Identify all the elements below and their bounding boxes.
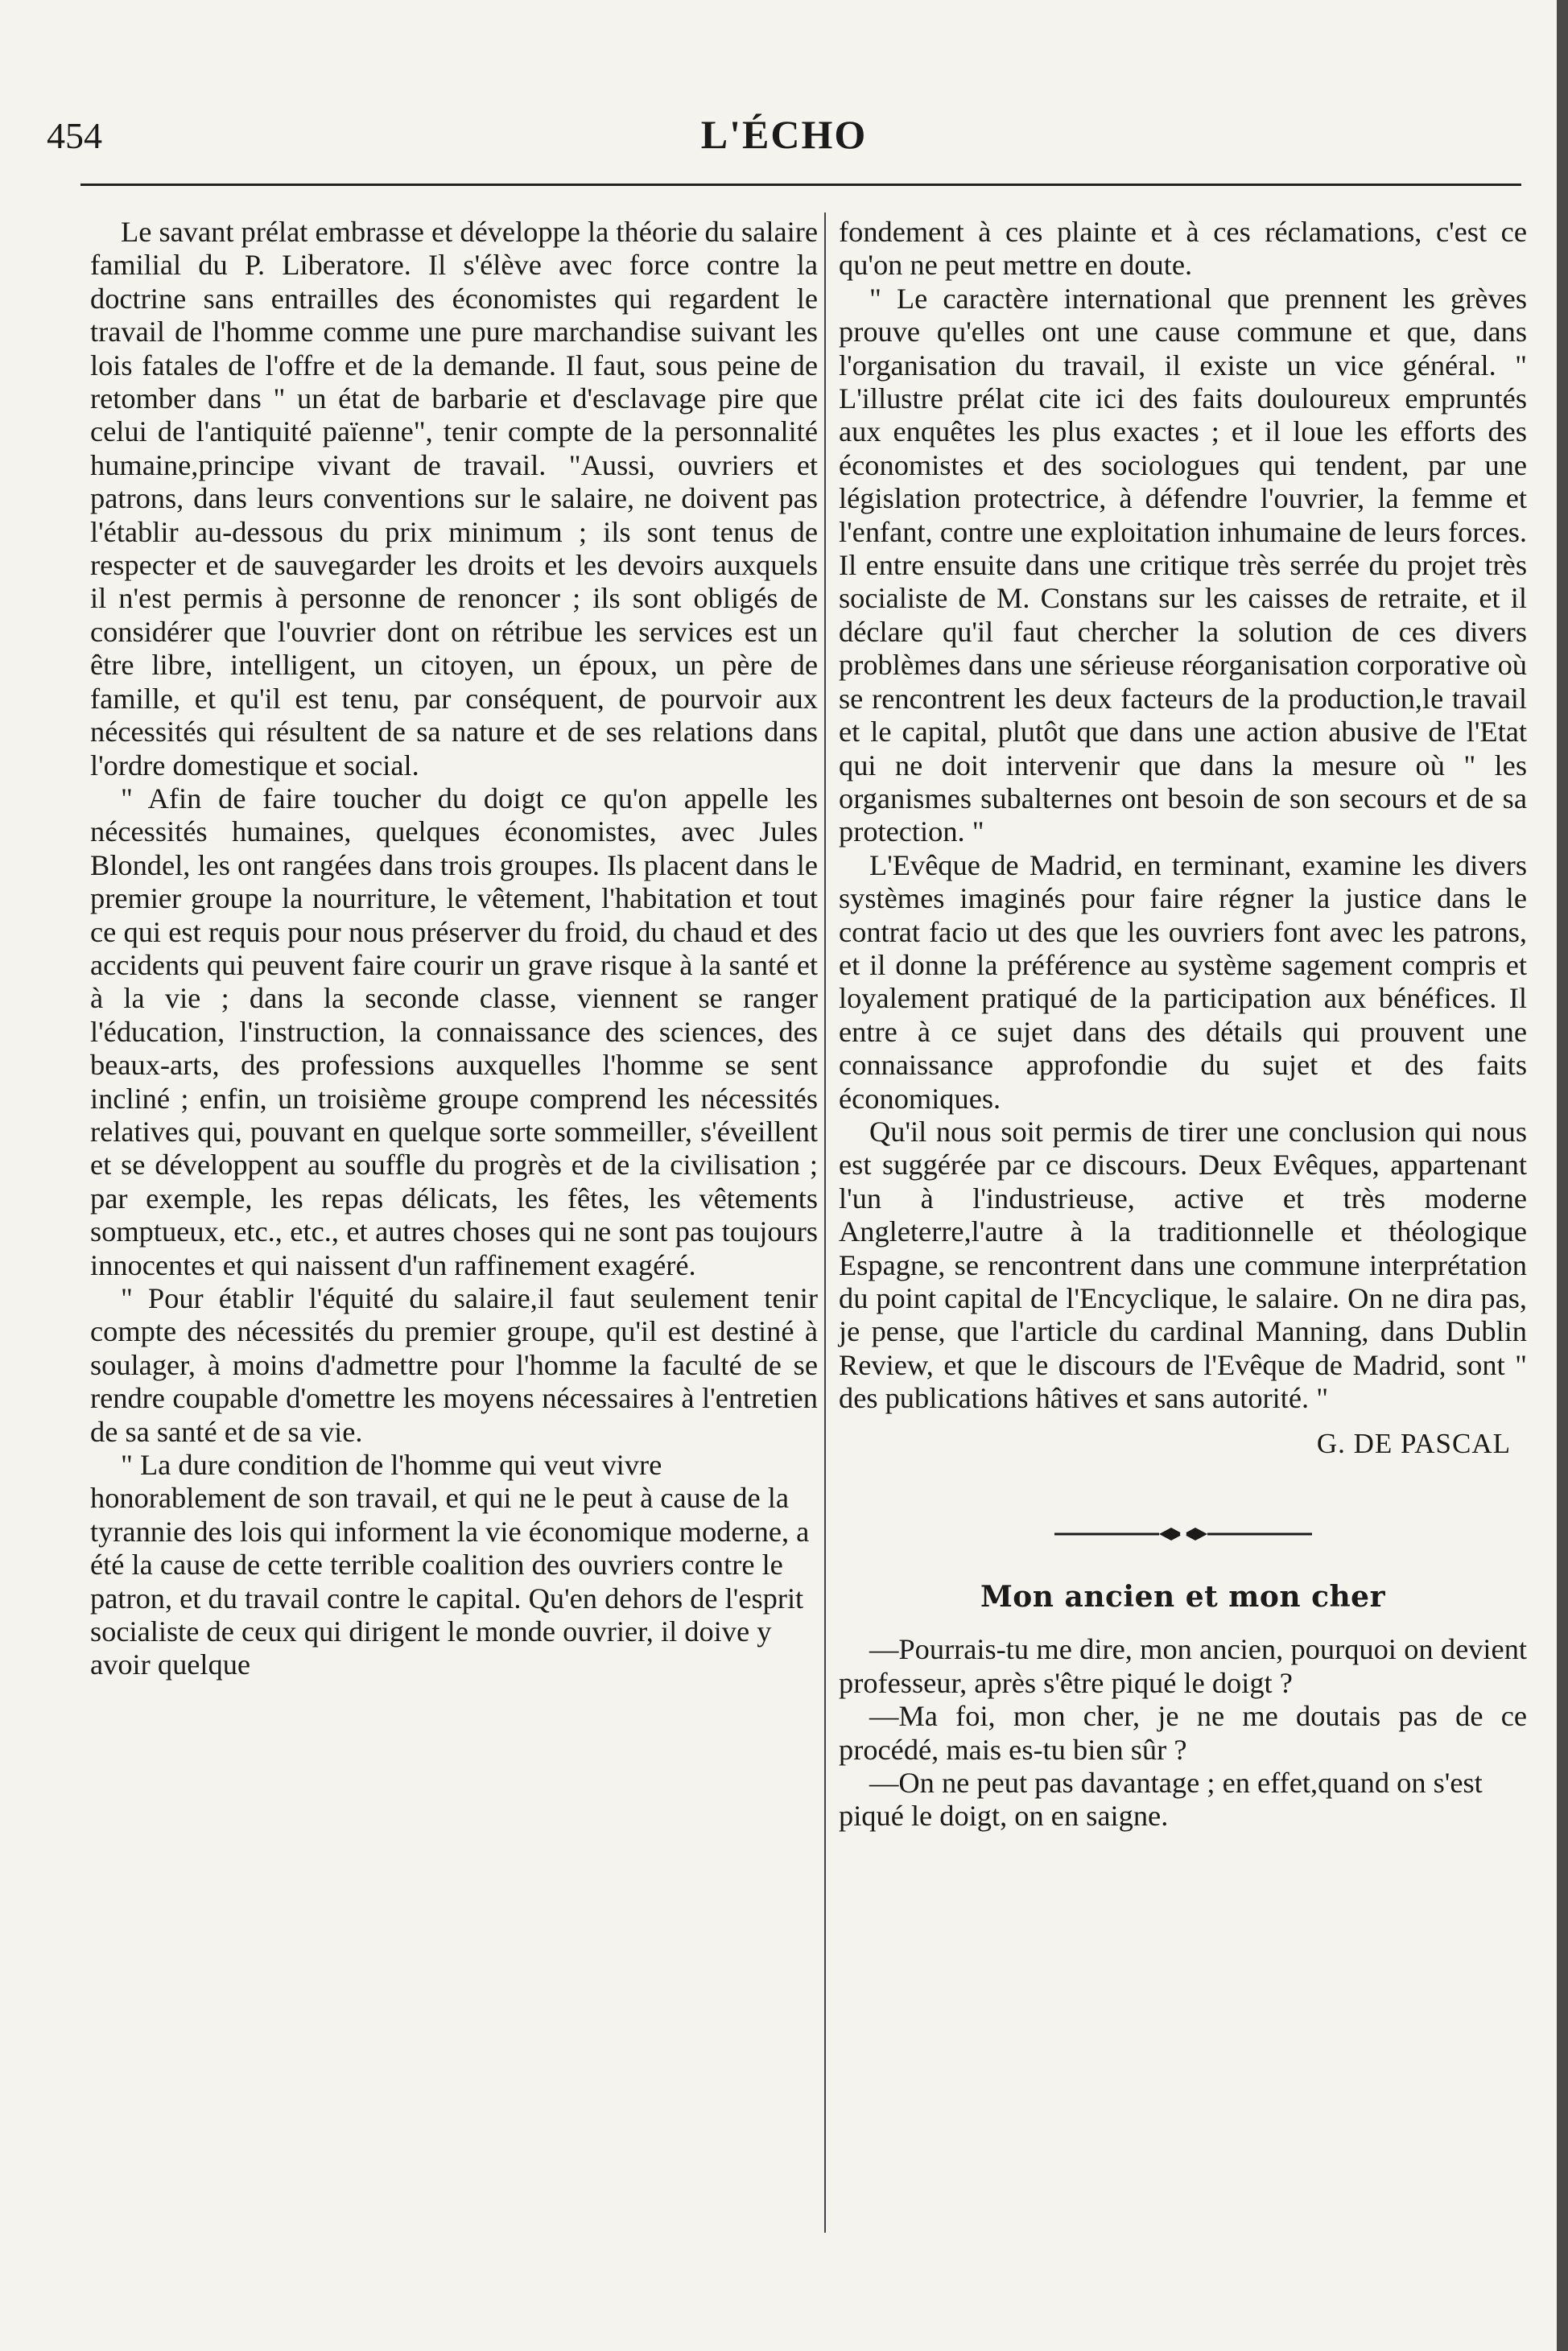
left-paragraph-4: " La dure condition de l'homme qui veut vivre honorablement de son travail, et qui ne le peut à cause de la tyrannie des lois qui informent la vie économique moderne, a été la cause de cette terrible coalition des ouvriers contre le patron, et du travail contre le capital. Qu'en dehors de l'esprit socialiste de ceux qui dirigent le monde ouvrier, il doive y avoir quelque: [90, 1449, 810, 1681]
signature: G. DE PASCAL: [1316, 1427, 1511, 1459]
left-paragraph-2: " Afin de faire toucher du doigt ce qu'on appelle les nécessités humaines, quelques économistes, avec Jules Blondel, les ont rangées dans trois groupes. Ils placent dans le premier groupe la nourriture, le vêtement, l'habitation et tout ce qui est requis pour nous préserver du froid, du chaud et des accidents qui peuvent faire courir un grave risque à la santé et à la vie ; dans la seconde classe, viennent se ranger l'éducation, l'instruction, la connaissance des sciences, des beaux-arts, des professions auxquelles l'homme se sent incliné ; enfin, un troisième groupe comprend les nécessités relatives qui, pouvant en quelque sorte sommeiller, s'éveillent et se développent au souffle du progrès et de la civilisation ; par exemple, les repas délicats, les fêtes, les vêtements somptueux, etc., etc., et autres choses qui ne sont pas toujours innocentes et qui naissent d'un raffinement exagéré.: [90, 782, 818, 1281]
left-paragraph-1: Le savant prélat embrasse et développe la théorie du salaire familial du P. Liberatore. Il s'élève avec force contre la doctrine sans entrailles des économistes qui regardent le travail de l'homme comme une pure marchandise suivant les lois fatales de l'offre et de la demande. Il faut, sous peine de retomber dans " un état de barbarie et d'esclavage pire que celui de l'antiquité païenne", tenir compte de la personnalité humaine,principe vivant de travail. "Aussi, ouvriers et patrons, dans leurs conventions sur le salaire, ne doivent pas l'établir au-dessous du prix minimum ; ils sont tenus de respecter et de sauvegarder les droits et les devoirs auxquels il n'est permis à personne de renoncer ; ils sont obligés de considérer que l'ouvrier dont on rétribue les services est un être libre, intelligent, un citoyen, un époux, un père de famille, et qu'il est tenu, par conséquent, de pourvoir aux nécessités qui résultent de sa nature et de ses relations dans l'ordre domestique et social.: [90, 216, 818, 782]
left-column: [90, 216, 818, 1682]
page-title: L'ÉCHO: [700, 112, 868, 157]
article-heading: Mon ancien et mon cher: [980, 1580, 1386, 1615]
dialogue-line-1: —Pourrais-tu me dire, mon ancien, pourquoi on devient professeur, après s'être piqué le doigt ?: [839, 1633, 1527, 1699]
left-paragraph-3: " Pour établir l'équité du salaire,il faut seulement tenir compte des nécessités du premier groupe, qu'il est destiné à soulager, à moins d'admettre pour l'homme la faculté de se rendre coupable d'omettre les moyens nécessaires à l'entretien de sa santé et de sa vie.: [90, 1282, 818, 1448]
page-number: 454: [47, 115, 102, 156]
right-paragraph-3: L'Evêque de Madrid, en terminant, examine les divers systèmes imaginés pour faire régner la justice dans le contrat facio ut des que les ouvriers font avec les patrons, et il donne la préférence au système sagement compris et loyalement pratiqué de la participation aux bénéfices. Il entre à ce sujet dans des détails qui prouvent une connaissance approfondie du sujet et des faits économiques.: [839, 848, 1527, 1115]
column-divider: [824, 212, 826, 2233]
right-paragraph-2: " Le caractère international que prennent les grèves prouve qu'elles ont une cause commune et que, dans l'organisation du travail, il existe un vice général. " L'illustre prélat cite ici des faits douloureux empruntés aux enquêtes les plus exactes ; et il loue les efforts des économistes et des sociologues qui tendent, par une législation protectrice, à défendre l'ouvrier, la femme et l'enfant, contre une exploitation inhumaine de leurs forces. Il entre ensuite dans une critique très serrée du projet très socialiste de M. Constans sur les caisses de retraite, et il déclare qu'il faut chercher la solution de ces divers problèmes dans une sérieuse réorganisation corporative où se rencontrent les deux facteurs de la production,le travail et le capital, plutôt que dans une action abusive de l'Etat qui ne doit intervenir que dans la mesure où " les organismes subalternes ont besoin de son secours et de sa protection. ": [839, 282, 1527, 848]
right-column: [839, 216, 1527, 1833]
ornament-divider-icon: [1054, 1518, 1312, 1550]
page-edge: [1557, 0, 1568, 2351]
dialogue-line-3: —On ne peut pas davantage ; en effet,quand on s'est piqué le doigt, on en saigne.: [839, 1767, 1483, 1833]
header-rule: [80, 184, 1521, 186]
right-paragraph-4: Qu'il nous soit permis de tirer une conclusion qui nous est suggérée par ce discours. Deux Evêques, appartenant l'un à l'industrieuse, active et très moderne Angleterre,l'autre à la traditionnelle et théologique Espagne, se rencontrent dans une commune interprétation du point capital de l'Encyclique, le salaire. On ne dira pas, je pense, que l'article du cardinal Manning, dans Dublin Review, et que le discours de l'Evêque de Madrid, sont " des publications hâtives et sans autorité. ": [839, 1115, 1527, 1415]
right-paragraph-1: fondement à ces plainte et à ces réclamations, c'est ce qu'on ne peut mettre en doute.: [839, 216, 1527, 282]
dialogue-line-2: —Ma foi, mon cher, je ne me doutais pas de ce procédé, mais es-tu bien sûr ?: [839, 1700, 1527, 1766]
